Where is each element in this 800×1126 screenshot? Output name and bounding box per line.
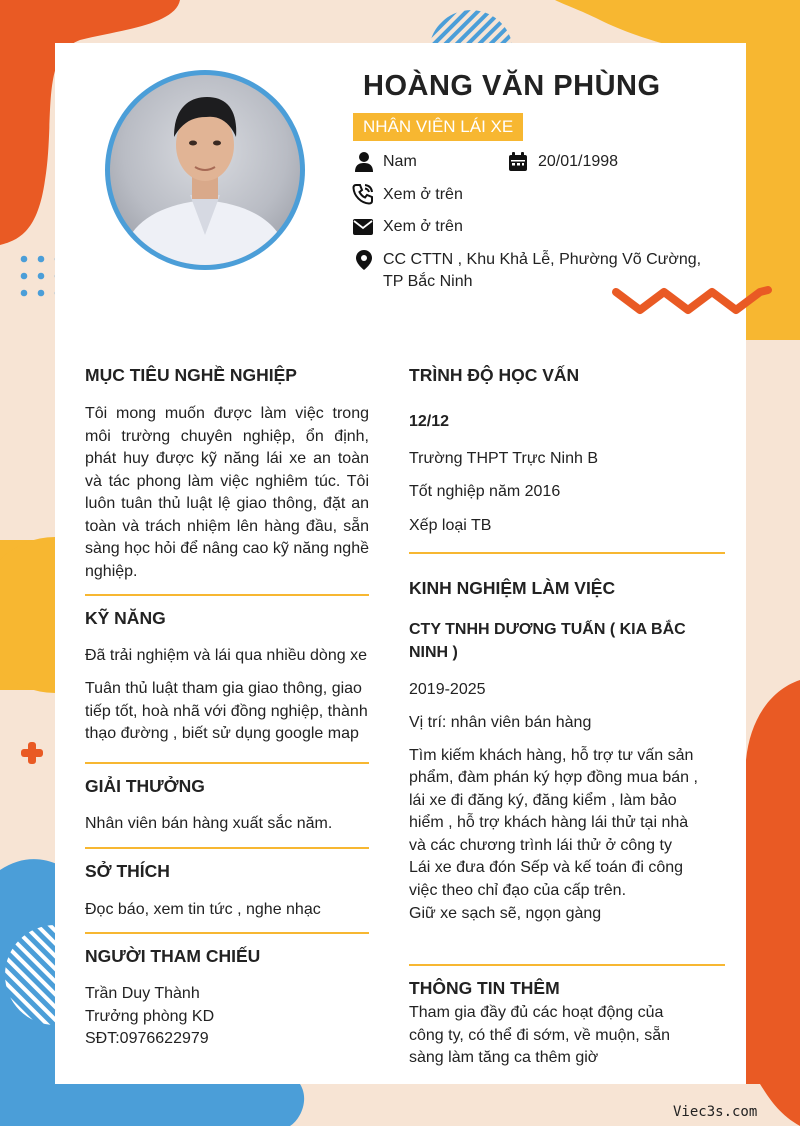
- references-title: NGƯỜI THAM CHIẾU: [85, 946, 261, 966]
- divider: [85, 762, 369, 764]
- experience-desc-line: việc theo chỉ đạo của cấp trên.: [409, 882, 627, 899]
- candidate-name: HOÀNG VĂN PHÙNG: [363, 70, 661, 102]
- skill-item-line: tiếp tốt, hoà nhã với đồng nghiệp, thành: [85, 703, 368, 720]
- person-icon: [353, 151, 375, 173]
- experience-desc-line: Tìm kiếm khách hàng, hỗ trợ tư vấn sản: [409, 747, 694, 764]
- hobby-item: Đọc báo, xem tin tức , nghe nhạc: [85, 901, 321, 918]
- birthdate: 20/01/1998: [538, 153, 619, 170]
- divider: [85, 932, 369, 934]
- phone-icon: [352, 183, 374, 205]
- divider: [85, 847, 369, 849]
- hobbies-title: SỞ THÍCH: [85, 861, 170, 881]
- additional-line: Tham gia đầy đủ các hoạt động của: [409, 1004, 664, 1021]
- additional-title: THÔNG TIN THÊM: [409, 978, 560, 998]
- profile-photo: [110, 75, 300, 265]
- mail-icon: [352, 216, 374, 238]
- award-item: Nhân viên bán hàng xuất sắc năm.: [85, 815, 333, 832]
- experience-desc-line: phẩm, đàm phán ký hợp đồng mua bán ,: [409, 769, 698, 786]
- experience-company-line: NINH ): [409, 644, 458, 661]
- additional-line: sàng làm tăng ca thêm giờ: [409, 1049, 599, 1066]
- email: Xem ở trên: [383, 218, 463, 235]
- education-rank: Xếp loại TB: [409, 517, 492, 534]
- job-title-badge: NHÂN VIÊN LÁI XE: [353, 113, 523, 141]
- experience-desc-line: và các chương trình lái thử ở công ty: [409, 837, 672, 854]
- zigzag-decoration: [610, 282, 780, 322]
- address-line-2: TP Bắc Ninh: [383, 273, 473, 290]
- divider: [409, 964, 725, 966]
- reference-position: Trưởng phòng KD: [85, 1008, 215, 1025]
- experience-period: 2019-2025: [409, 681, 486, 698]
- person-portrait-icon: [110, 75, 300, 265]
- additional-line: công ty, có thể đi sớm, về muộn, sẵn: [409, 1027, 670, 1044]
- phone: Xem ở trên: [383, 186, 463, 203]
- experience-title: KINH NGHIỆM LÀM VIỆC: [409, 578, 616, 598]
- experience-desc-line: Giữ xe sạch sẽ, ngọn gàng: [409, 905, 602, 922]
- reference-phone: SĐT:0976622979: [85, 1030, 209, 1047]
- objective-text: Tôi mong muốn được làm việc trong môi trường chuyên nghiệp, ổn định, phát huy được kỹ năng lái xe an toàn và tác phong làm việc nghiêm túc. Tôi luôn tuân thủ luật lệ giao thông, đặt an toàn và trách nhiệm lên hàng đầu, sẵn sàng học hỏi để nâng cao kỹ năng nghề nghiệp.: [85, 405, 369, 580]
- watermark: Viec3s.com: [673, 1104, 758, 1120]
- location-pin-icon: [353, 249, 375, 271]
- skills-title: KỸ NĂNG: [85, 608, 166, 628]
- skill-item-line: thạo đường , biết sử dụng google map: [85, 725, 359, 742]
- avatar: [105, 70, 305, 270]
- experience-position: Vị trí: nhân viên bán hàng: [409, 714, 592, 731]
- skill-item: Đã trải nghiệm và lái qua nhiều dòng xe: [85, 647, 367, 664]
- experience-desc-line: hiểm , hỗ trợ khách hàng lái thử tại nhà: [409, 814, 689, 831]
- experience-company-line: CTY TNHH DƯƠNG TUẤN ( KIA BẮC: [409, 621, 686, 638]
- gender: Nam: [383, 153, 417, 170]
- calendar-icon: [507, 151, 529, 173]
- objective-title: MỤC TIÊU NGHỀ NGHIỆP: [85, 365, 297, 385]
- awards-title: GIẢI THƯỞNG: [85, 776, 205, 796]
- address-line-1: CC CTTN , Khu Khả Lễ, Phường Võ Cường,: [383, 251, 702, 268]
- education-graduated: Tốt nghiệp năm 2016: [409, 483, 561, 500]
- experience-desc-line: lái xe đi đăng ký, đăng kiểm , làm bảo: [409, 792, 677, 809]
- education-title: TRÌNH ĐỘ HỌC VẤN: [409, 365, 580, 385]
- skill-item-line: Tuân thủ luật tham gia giao thông, giao: [85, 680, 362, 697]
- education-school: Trường THPT Trực Ninh B: [409, 450, 598, 467]
- experience-desc-line: Lái xe đưa đón Sếp và kế toán đi công: [409, 859, 684, 876]
- reference-name: Trần Duy Thành: [85, 985, 200, 1002]
- divider: [409, 552, 725, 554]
- divider: [85, 594, 369, 596]
- education-level: 12/12: [409, 413, 450, 430]
